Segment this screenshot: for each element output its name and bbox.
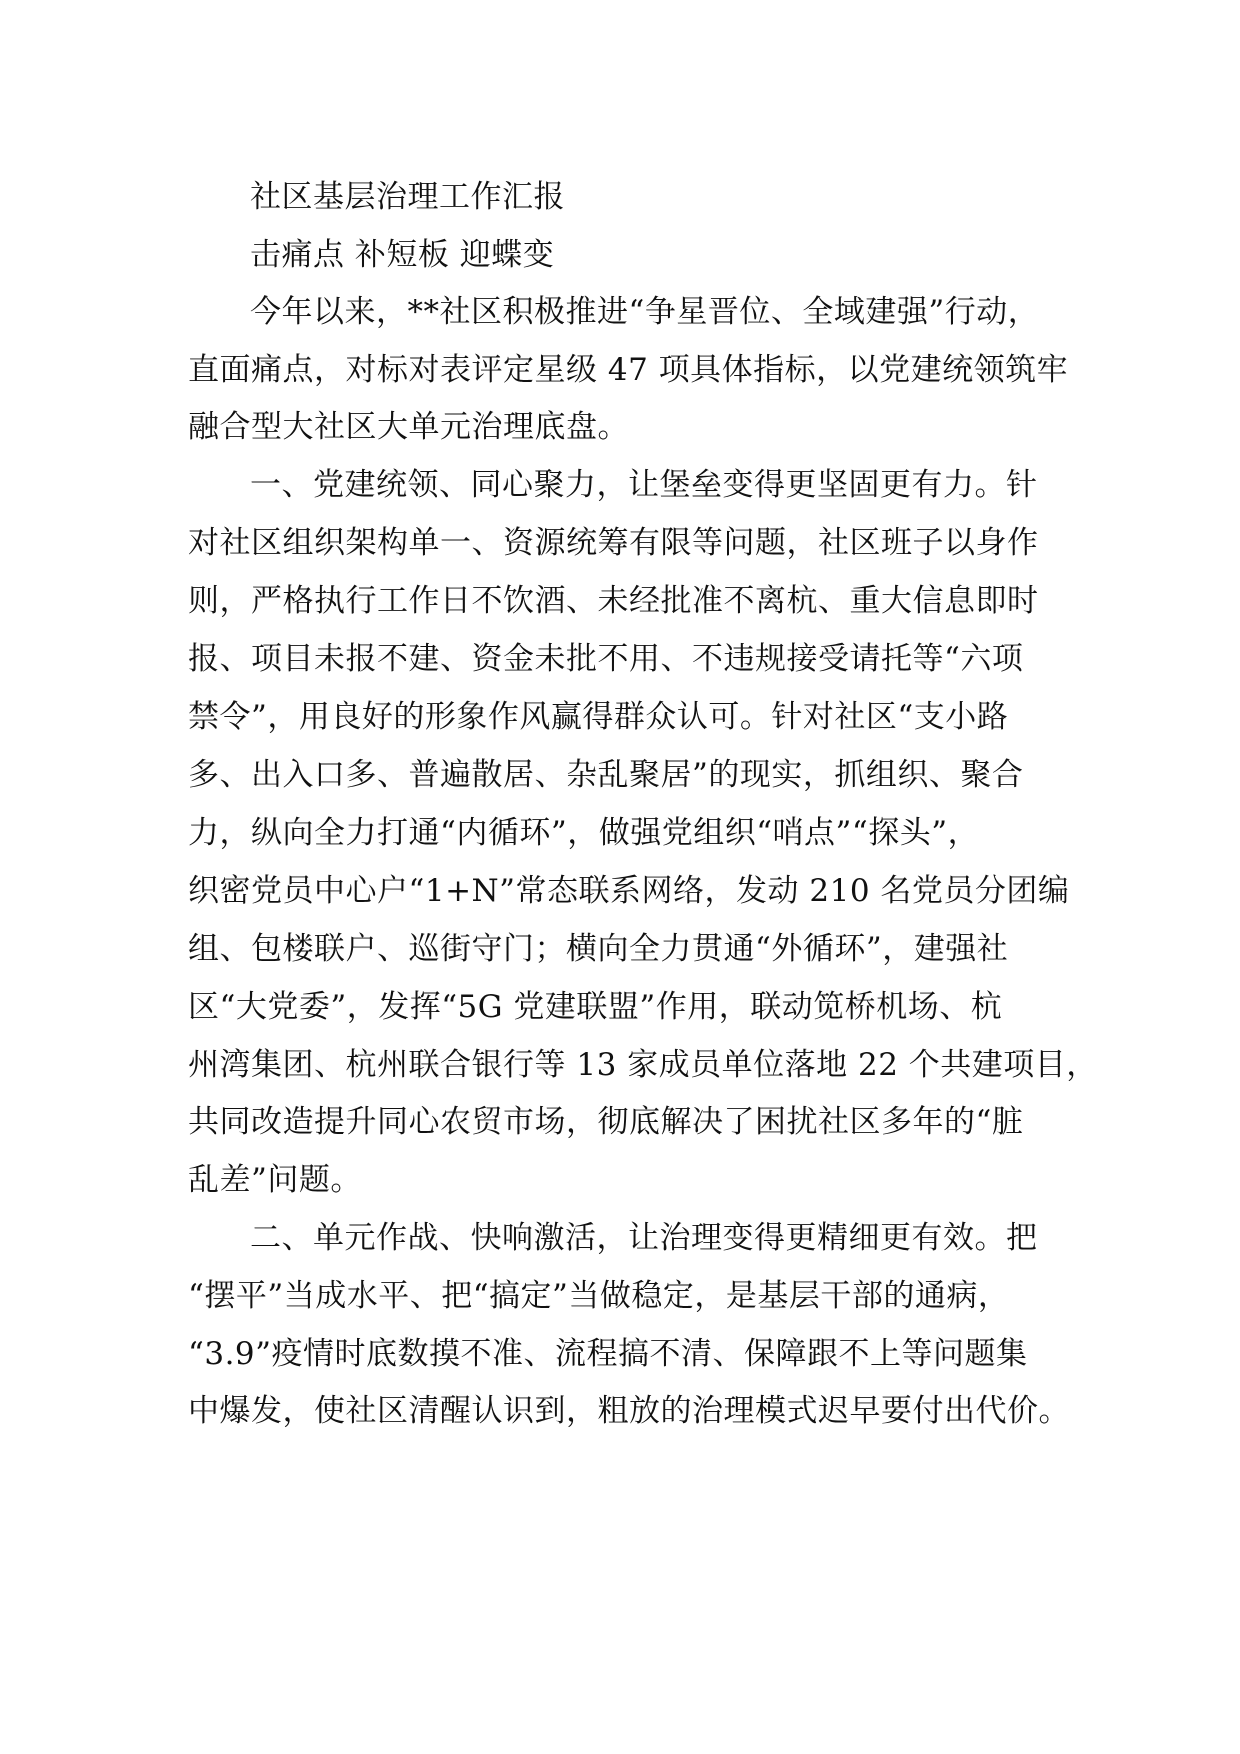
paragraph-line: 融合型大社区大单元治理底盘。	[188, 409, 629, 445]
paragraph-line: 区“大党委”，发挥“5G 党建联盟”作用，联动笕桥机场、杭	[188, 989, 1003, 1025]
paragraph-line: 对社区组织架构单一、资源统筹有限等问题，社区班子以身作	[188, 525, 1039, 561]
paragraph-line: 二、单元作战、快响激活，让治理变得更精细更有效。把	[250, 1220, 1038, 1256]
paragraph-line: 多、出入口多、普遍散居、杂乱聚居”的现实，抓组织、聚合	[188, 757, 1024, 793]
document-title: 社区基层治理工作汇报	[250, 179, 565, 215]
document-subtitle: 击痛点 补短板 迎蝶变	[250, 237, 555, 273]
paragraph-line: 今年以来，**社区积极推进“争星晋位、全域建强”行动，	[250, 294, 1040, 330]
paragraph-line: 直面痛点，对标对表评定星级 47 项具体指标，以党建统领筑牢	[188, 352, 1069, 388]
paragraph-line: 织密党员中心户“1+N”常态联系网络，发动 210 名党员分团编	[188, 873, 1070, 909]
paragraph-line: 禁令”，用良好的形象作风赢得群众认可。针对社区“支小路	[188, 699, 1009, 735]
paragraph-line: 则，严格执行工作日不饮酒、未经批准不离杭、重大信息即时	[188, 583, 1039, 619]
paragraph-line: 州湾集团、杭州联合银行等 13 家成员单位落地 22 个共建项目，	[188, 1047, 1098, 1083]
paragraph-line: 力，纵向全力打通“内循环”，做强党组织“哨点”“探头”，	[188, 815, 980, 851]
paragraph-line: 一、党建统领、同心聚力，让堡垒变得更坚固更有力。针	[250, 467, 1038, 503]
paragraph-line: “摆平”当成水平、把“搞定”当做稳定，是基层干部的通病，	[188, 1278, 1010, 1314]
paragraph-line: 中爆发，使社区清醒认识到，粗放的治理模式迟早要付出代价。	[188, 1393, 1070, 1429]
paragraph-line: 乱差”问题。	[188, 1162, 362, 1198]
paragraph-line: 组、包楼联户、巡街守门；横向全力贯通“外循环”，建强社	[188, 931, 1009, 967]
paragraph-line: 报、项目未报不建、资金未批不用、不违规接受请托等“六项	[188, 641, 1024, 677]
paragraph-line: 共同改造提升同心农贸市场，彻底解决了困扰社区多年的“脏	[188, 1104, 1024, 1140]
paragraph-line: “3.9”疫情时底数摸不准、流程搞不清、保障跟不上等问题集	[188, 1336, 1028, 1372]
